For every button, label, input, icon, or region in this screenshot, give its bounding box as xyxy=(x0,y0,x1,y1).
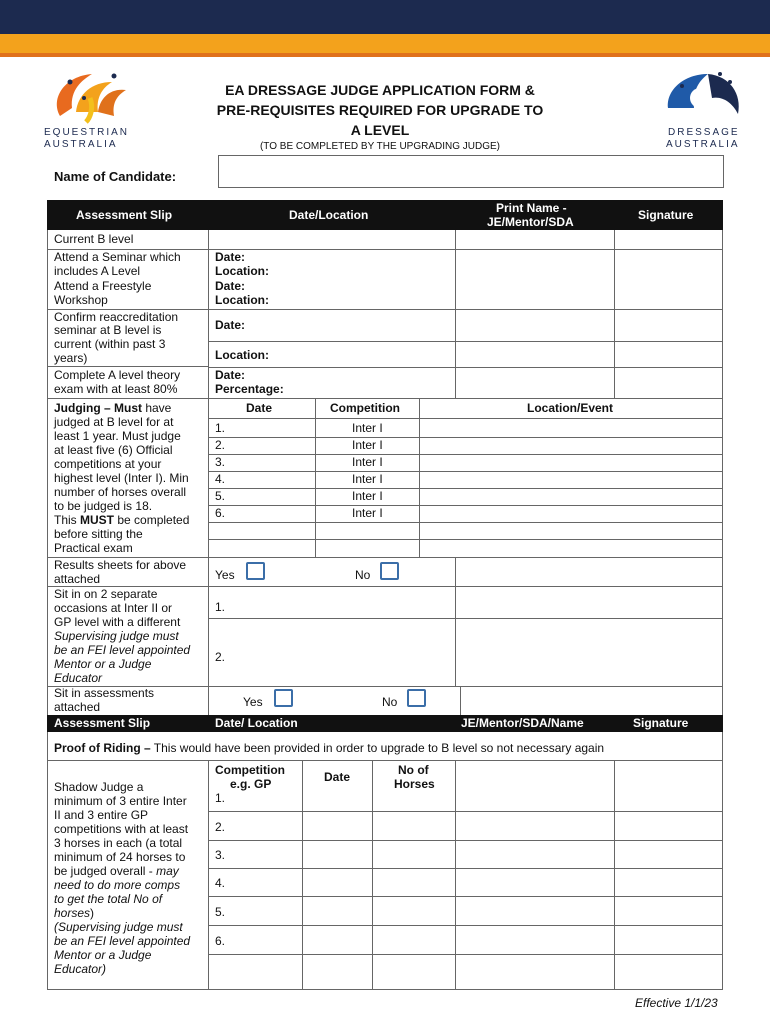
judging-line-4: at least five (6) Official xyxy=(54,443,173,457)
form-title-line2: PRE-REQUISITES REQUIRED FOR UPGRADE TO xyxy=(216,102,544,118)
table-right-border xyxy=(722,230,723,715)
judging-row-number: 5. xyxy=(215,489,226,503)
judging-must-strong: MUST xyxy=(80,513,115,527)
row-line xyxy=(47,249,209,250)
column-divider-2b xyxy=(455,557,456,686)
judging-line-7: number of horses overall xyxy=(54,485,187,499)
left-logo-line1: EQUESTRIAN xyxy=(44,127,130,138)
header-signature: Signature xyxy=(638,208,694,222)
shadow-may: may xyxy=(156,864,179,878)
form-subtitle: (TO BE COMPLETED BY THE UPGRADING JUDGE) xyxy=(259,141,501,152)
proof-bold: Proof of Riding – xyxy=(54,741,151,755)
judging-row-line xyxy=(208,437,722,438)
row-reaccred-line2: seminar at B level is xyxy=(54,323,162,337)
dressage-australia-logo xyxy=(660,68,750,152)
shadow-line7 xyxy=(54,864,179,878)
shadow-horses: horses xyxy=(54,906,91,920)
header-band-orange xyxy=(0,34,770,53)
row-line xyxy=(208,341,722,342)
judging-have: have xyxy=(142,401,172,415)
theory-date-label: Date: xyxy=(215,368,246,382)
judging-row-competition: Inter I xyxy=(352,472,383,486)
freestyle-location-label: Location: xyxy=(215,293,269,307)
judging-row-competition: Inter I xyxy=(352,455,383,469)
judging-row-competition: Inter I xyxy=(352,421,383,435)
shadow-row-number: 1. xyxy=(215,791,226,805)
shadow-italic1: need to do more comps xyxy=(54,878,181,892)
judging-row-line xyxy=(208,488,722,489)
results-no-label: No xyxy=(355,568,371,582)
reaccred-location-label: Location: xyxy=(215,348,269,362)
sit-inter-line2: occasions at Inter II or xyxy=(54,601,173,615)
judging-be-completed: be completed xyxy=(114,513,190,527)
judging-row-competition: Inter I xyxy=(352,489,383,503)
row-reaccred-line4: years) xyxy=(54,351,88,365)
dressage-horse-logo-icon xyxy=(660,68,750,126)
shadow-col-competition2: e.g. GP xyxy=(230,777,272,791)
row-line xyxy=(47,366,209,367)
judging-row-line xyxy=(208,539,722,540)
judging-row-number: 1. xyxy=(215,421,226,435)
sit-inter-line3: GP level with a different xyxy=(54,615,181,629)
sit-inter-italic4: Educator xyxy=(54,671,103,685)
sit-inter-n1: 1. xyxy=(215,600,226,614)
column-divider-2a xyxy=(455,230,456,398)
shadow-judged-overall: be judged overall - xyxy=(54,864,157,878)
shadow-row-line xyxy=(208,868,722,869)
row-line xyxy=(208,618,722,619)
shadow-col-horses1: No of xyxy=(398,763,429,777)
row-line xyxy=(208,249,722,250)
judging-row-line xyxy=(208,454,722,455)
shadow-line4: competitions with at least xyxy=(54,822,189,836)
header2-signature: Signature xyxy=(633,716,689,730)
shadow-italic4: (Supervising judge must xyxy=(54,920,183,934)
row-theory-line2: exam with at least 80% xyxy=(54,382,178,396)
shadow-italic5: be an FEI level appointed xyxy=(54,934,191,948)
shadow-italic3 xyxy=(54,906,94,920)
seminar-date-label: Date: xyxy=(215,250,246,264)
judging-col-location: Location/Event xyxy=(527,401,614,415)
judging-divider-date xyxy=(315,398,316,557)
seminar-location-label: Location: xyxy=(215,264,269,278)
sit-assess-line1: Sit in assessments xyxy=(54,686,155,700)
theory-percentage-label: Percentage: xyxy=(215,382,284,396)
proof-of-riding xyxy=(54,741,604,755)
shadow-col-competition1: Competition xyxy=(215,763,285,777)
shadow-line3: II and 3 entire GP xyxy=(54,808,149,822)
judging-row-number: 3. xyxy=(215,455,226,469)
row-line xyxy=(208,367,722,368)
column-divider-1 xyxy=(208,230,209,715)
sit-inter-n2: 2. xyxy=(215,650,226,664)
form-title-line3: A LEVEL xyxy=(350,122,410,138)
shadow-left-border xyxy=(47,732,48,990)
judging-row-number: 4. xyxy=(215,472,226,486)
judging-row-competition: Inter I xyxy=(352,506,383,520)
sit-assess-no-label: No xyxy=(382,695,398,709)
shadow-row-line xyxy=(208,840,722,841)
judging-col-date: Date xyxy=(246,401,273,415)
shadow-italic2: to get the total No of xyxy=(54,892,163,906)
right-logo-line2: AUSTRALIA xyxy=(666,139,740,150)
judging-divider-competition xyxy=(419,398,420,557)
judging-row-number: 2. xyxy=(215,438,226,452)
shadow-row-line xyxy=(208,896,722,897)
shadow-row-line xyxy=(208,811,722,812)
column-divider-3 xyxy=(614,230,615,398)
row-line xyxy=(47,760,723,761)
shadow-row-line xyxy=(208,954,722,955)
shadow-col-horses2: Horses xyxy=(394,777,435,791)
results-line2: attached xyxy=(54,572,101,586)
row-freestyle-line1: Attend a Freestyle xyxy=(54,279,152,293)
sit-assess-line2: attached xyxy=(54,700,101,714)
shadow-line2: minimum of 3 entire Inter xyxy=(54,794,187,808)
shadow-col-date: Date xyxy=(324,770,351,784)
sit-inter-italic3: Mentor or a Judge xyxy=(54,657,152,671)
shadow-row-number: 4. xyxy=(215,876,226,890)
shadow-italic6: Mentor or a Judge xyxy=(54,948,152,962)
horse-head-logo-icon xyxy=(40,68,140,128)
column-divider-2c xyxy=(460,686,461,715)
row-line xyxy=(208,398,722,399)
shadow-right-border xyxy=(722,732,723,990)
results-line1: Results sheets for above xyxy=(54,558,187,572)
row-theory-line1: Complete A level theory xyxy=(54,368,181,382)
judging-this: This xyxy=(54,513,81,527)
judging-line-9 xyxy=(54,513,189,527)
row-seminar-line1: Attend a Seminar which xyxy=(54,250,181,264)
table-left-border xyxy=(47,230,48,715)
proof-rest: This would have been provided in order to upgrade to B level so not necessary again xyxy=(150,741,605,755)
header2-assessment-slip: Assessment Slip xyxy=(54,716,151,730)
header-je-mentor: JE/Mentor/SDA xyxy=(487,215,574,229)
shadow-line5: 3 horses in each (a total xyxy=(54,836,183,850)
header-print-name: Print Name - xyxy=(496,201,567,215)
sit-inter-italic2: be an FEI level appointed xyxy=(54,643,191,657)
results-no-checkbox[interactable] xyxy=(380,562,399,580)
judging-line-8: to be judged is 18. xyxy=(54,499,153,513)
candidate-name-field[interactable] xyxy=(218,155,724,188)
judging-row-line xyxy=(208,522,722,523)
sit-inter-italic1: Supervising judge must xyxy=(54,629,179,643)
judging-row-line xyxy=(208,505,722,506)
right-logo-line1: DRESSAGE xyxy=(668,127,740,138)
results-yes-label: Yes xyxy=(215,568,235,582)
header-date-location: Date/Location xyxy=(289,208,369,222)
sit-assess-yes-checkbox[interactable] xyxy=(274,689,293,707)
sit-assess-no-checkbox[interactable] xyxy=(407,689,426,707)
judging-line-2: judged at B level for at xyxy=(54,415,174,429)
shadow-row-number: 6. xyxy=(215,934,226,948)
freestyle-date-label: Date: xyxy=(215,279,246,293)
judging-line-1 xyxy=(54,401,171,415)
row-freestyle-line2: Workshop xyxy=(54,293,108,307)
judging-row-line xyxy=(208,471,722,472)
judging-line-3: least 1 year. Must judge xyxy=(54,429,181,443)
header-band-orange-accent xyxy=(0,53,770,57)
sit-inter-line1: Sit in on 2 separate xyxy=(54,587,158,601)
form-title-line1: EA DRESSAGE JUDGE APPLICATION FORM & xyxy=(225,82,535,98)
shadow-italic7: Educator) xyxy=(54,962,107,976)
shadow-row-line xyxy=(208,925,722,926)
judging-line-10: before sitting the xyxy=(54,527,143,541)
row-line xyxy=(47,309,209,310)
judging-header-line xyxy=(208,418,722,419)
row-reaccred-line1: Confirm reaccreditation xyxy=(54,310,179,324)
shadow-close-paren: ) xyxy=(90,906,95,920)
row-line xyxy=(208,309,722,310)
header2-je-mentor: JE/Mentor/SDA/Name xyxy=(461,716,584,730)
judging-row-competition: Inter I xyxy=(352,438,383,452)
row-current-b: Current B level xyxy=(54,232,134,246)
results-yes-checkbox[interactable] xyxy=(246,562,265,580)
judging-must-bold: Judging – Must xyxy=(54,401,142,415)
row-seminar-line2: includes A Level xyxy=(54,264,141,278)
row-line xyxy=(47,398,209,399)
candidate-label: Name of Candidate: xyxy=(54,169,177,184)
judging-col-competition: Competition xyxy=(330,401,400,415)
shadow-line6: minimum of 24 horses to xyxy=(54,850,186,864)
left-logo-line2: AUSTRALIA xyxy=(44,139,118,150)
sit-assess-yes-label: Yes xyxy=(243,695,263,709)
row-line xyxy=(47,989,723,990)
equestrian-australia-logo xyxy=(40,68,140,152)
reaccred-date-label: Date: xyxy=(215,318,246,332)
row-reaccred-line3: current (within past 3 xyxy=(54,337,166,351)
shadow-row-number: 3. xyxy=(215,848,226,862)
shadow-row-number: 5. xyxy=(215,905,226,919)
header2-date-location: Date/ Location xyxy=(215,716,298,730)
judging-row-number: 6. xyxy=(215,506,226,520)
judging-line-11: Practical exam xyxy=(54,541,133,555)
footer-effective: Effective 1/1/23 xyxy=(635,996,718,1010)
judging-line-5: competitions at your xyxy=(54,457,162,471)
judging-line-6: highest level (Inter I). Min xyxy=(54,471,189,485)
shadow-line1: Shadow Judge a xyxy=(54,780,144,794)
shadow-row-number: 2. xyxy=(215,820,226,834)
header-assessment-slip: Assessment Slip xyxy=(76,208,173,222)
header-band-navy xyxy=(0,0,770,34)
